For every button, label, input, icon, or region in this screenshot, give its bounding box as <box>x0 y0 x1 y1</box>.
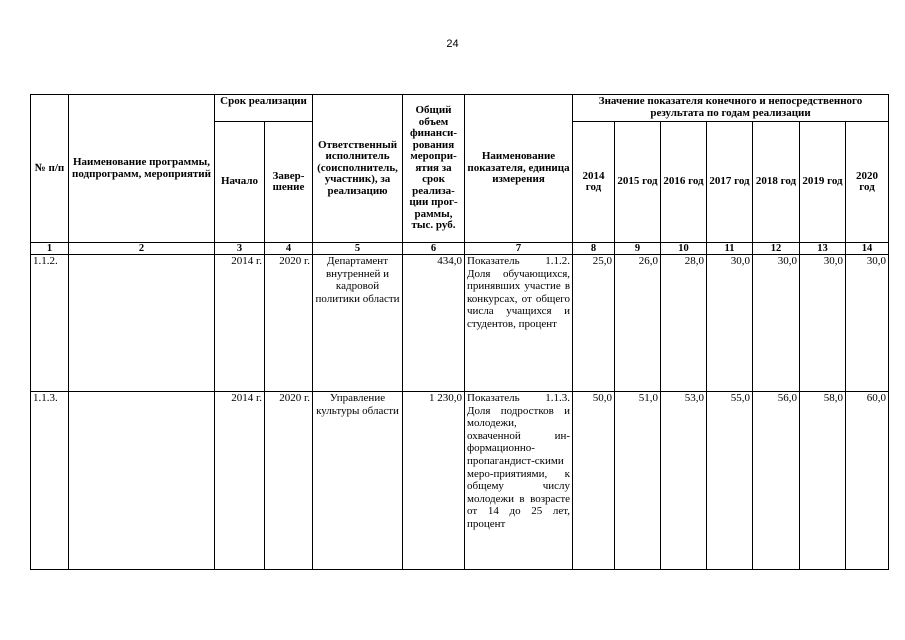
column-number: 4 <box>265 243 313 255</box>
column-number: 9 <box>615 243 661 255</box>
column-number: 6 <box>403 243 465 255</box>
row-no: 1.1.3. <box>31 392 69 570</box>
row-indicator: Показатель 1.1.2. Доля обучающихся, принявших участие в конкурсах, от общего числа учащихся и студентов, процент <box>465 255 573 392</box>
row-name <box>69 392 215 570</box>
row-value: 58,0 <box>800 392 846 570</box>
column-number: 3 <box>215 243 265 255</box>
row-start: 2014 г. <box>215 392 265 570</box>
header-executor: Ответственный исполнитель (соисполнитель, участник), за реализацию <box>313 95 403 243</box>
header-year: 2017 год <box>707 122 753 243</box>
row-value: 30,0 <box>707 255 753 392</box>
column-number: 10 <box>661 243 707 255</box>
column-number: 1 <box>31 243 69 255</box>
column-number: 5 <box>313 243 403 255</box>
header-year: 2019 год <box>800 122 846 243</box>
row-value: 55,0 <box>707 392 753 570</box>
column-number: 14 <box>846 243 889 255</box>
table-row <box>31 255 889 392</box>
row-value: 56,0 <box>753 392 800 570</box>
column-number: 12 <box>753 243 800 255</box>
header-year: 2018 год <box>753 122 800 243</box>
row-funding: 434,0 <box>403 255 465 392</box>
program-indicators-table <box>30 94 889 570</box>
header-term: Срок реализации <box>215 95 313 122</box>
column-number: 7 <box>465 243 573 255</box>
header-start: Начало <box>215 122 265 243</box>
row-start: 2014 г. <box>215 255 265 392</box>
header-year: 2020 год <box>846 122 889 243</box>
row-no: 1.1.2. <box>31 255 69 392</box>
header-year: 2016 год <box>661 122 707 243</box>
row-executor: Управление культуры области <box>313 392 403 570</box>
page-number: 24 <box>446 38 459 50</box>
header-year: 2014 год <box>573 122 615 243</box>
row-indicator: Показатель 1.1.3. Доля подростков и молодежи, охваченной ин-формационно-пропагандист-скими меро-приятиями, к общему числу молодежи в возрасте от 14 до 25 лет, процент <box>465 392 573 570</box>
row-value: 30,0 <box>753 255 800 392</box>
header-year: 2015 год <box>615 122 661 243</box>
column-number: 11 <box>707 243 753 255</box>
column-number: 8 <box>573 243 615 255</box>
header-funding: Общий объем финанси-рования меропри-ятия за срок реализа-ции прог-раммы, тыс. руб. <box>403 95 465 243</box>
row-value: 53,0 <box>661 392 707 570</box>
header-name: Наименование программы, подпрограмм, мероприятий <box>69 95 215 243</box>
row-value: 50,0 <box>573 392 615 570</box>
column-number: 2 <box>69 243 215 255</box>
row-value: 30,0 <box>800 255 846 392</box>
row-end: 2020 г. <box>265 392 313 570</box>
column-number: 13 <box>800 243 846 255</box>
header-end: Завер-шение <box>265 122 313 243</box>
header-no: № п/п <box>31 95 69 243</box>
row-value: 25,0 <box>573 255 615 392</box>
row-value: 60,0 <box>846 392 889 570</box>
header-indicator: Наименование показателя, единица измерения <box>465 95 573 243</box>
row-value: 26,0 <box>615 255 661 392</box>
row-value: 30,0 <box>846 255 889 392</box>
header-values-group: Значение показателя конечного и непосредственного результата по годам реализации <box>573 95 889 122</box>
table-row <box>31 392 889 570</box>
column-numbers-row <box>31 243 889 255</box>
row-value: 28,0 <box>661 255 707 392</box>
row-end: 2020 г. <box>265 255 313 392</box>
row-name <box>69 255 215 392</box>
row-executor: Департамент внутренней и кадровой политики области <box>313 255 403 392</box>
row-funding: 1 230,0 <box>403 392 465 570</box>
row-value: 51,0 <box>615 392 661 570</box>
